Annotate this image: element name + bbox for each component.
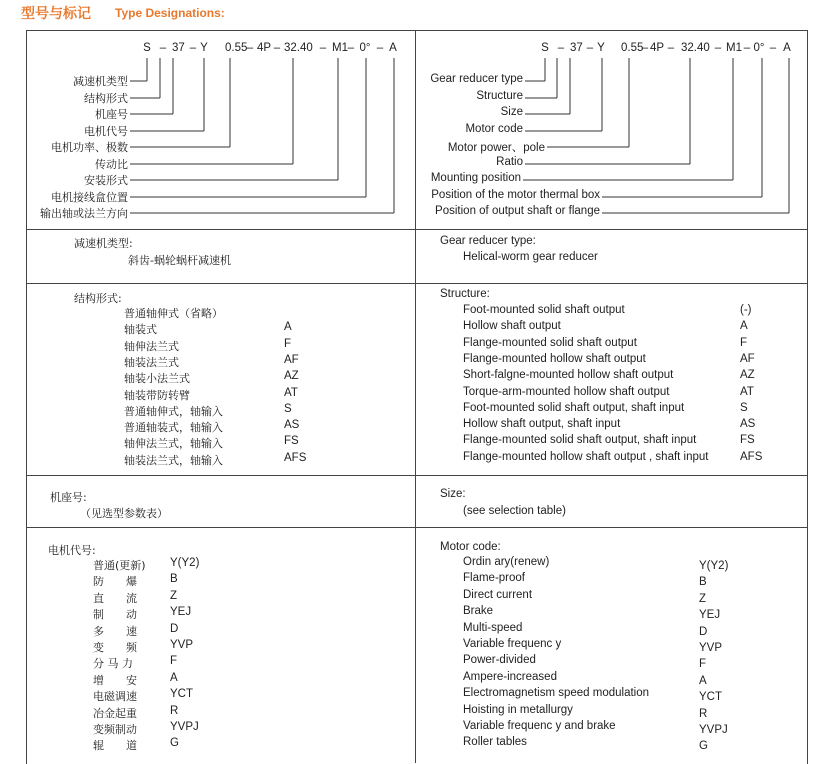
left-code-part: 0.55 [225,42,248,54]
motor-code-item-en: Electromagnetism speed modulation [463,687,650,700]
right-code-separator: – [641,42,649,54]
left-label: 安装形式 [84,174,128,187]
left-code-separator: – [319,42,327,54]
structure-code-en: FS [740,434,755,447]
motor-code-value-cn: Y(Y2) [170,557,200,569]
right-label: Motor power、pole [447,142,545,154]
structure-code-cn: AF [284,353,299,366]
motor-code-value-cn: D [170,622,179,635]
motor-code-item-cn: 增 安 [93,673,137,687]
right-label: Ratio [496,156,523,168]
motor-code-item-cn: 普通(更新) [93,559,146,572]
structure-item-cn: 轴装法兰式，轴输入 [124,453,223,467]
motor-code-value-cn: YEJ [170,606,192,619]
right-code-part: 32.40 [681,42,710,54]
motor-code-value-en: D [699,625,708,638]
motor-code-item-cn: 辊 道 [93,739,137,753]
motor-code-item-cn: 直 流 [93,591,137,605]
size-heading-en: Size: [440,488,466,500]
left-label: 输出轴或法兰方向 [40,207,128,220]
motor-code-item-en: Variable frequenc y and brake [463,720,616,732]
right-label: Size [500,106,523,118]
motor-code-value-en: R [699,707,708,720]
structure-code-cn: FS [284,435,299,448]
right-code-part: S [541,42,549,54]
right-code-part: 0.55 [621,42,644,54]
right-code-separator: – [769,42,777,54]
motor-code-value-en: Y(Y2) [699,560,729,572]
left-label: 电机功率、极数 [51,141,128,154]
structure-item-cn: 轴装法兰式 [124,355,179,369]
motor-code-item-en: Brake [463,605,494,618]
right-code-part: 37 [570,42,583,54]
page-title-cn: 型号与标记 [21,6,91,22]
left-code-part: Y [200,42,208,54]
structure-item-en: Torque-arm-mounted hollow shaft output [463,385,670,398]
structure-item-cn: 普通轴伸式（省略） [124,307,223,320]
structure-code-en: AZ [740,369,755,382]
structure-item-cn: 普通轴装式，轴输入 [124,421,223,435]
left-code-separator: – [246,42,254,54]
right-label: Mounting position [430,172,521,184]
motor-code-value-en: YEJ [699,609,721,622]
right-label: Gear reducer type [430,73,523,85]
motor-code-item-en: Hoisting in metallurgy [463,703,573,716]
motor-code-value-cn: F [170,655,178,668]
motor-code-value-en: B [699,576,707,589]
left-code-part: A [389,42,397,54]
motor-code-item-cn: 多 速 [93,624,137,638]
motor-code-item-en: Multi-speed [463,621,523,634]
reducer-type-value-en: Helical-worm gear reducer [463,251,598,263]
left-code-separator: – [189,42,197,54]
structure-code-en: AS [740,418,756,431]
structure-code-en: (-) [740,304,752,316]
page-title-en: Type Designations: [115,6,225,20]
structure-item-cn: 轴伸法兰式，轴输入 [124,437,223,451]
structure-item-en: Foot-mounted solid shaft output [463,304,625,316]
structure-item-en: Flange-mounted solid shaft output, shaft input [463,434,697,447]
size-heading-cn: 机座号: [50,491,87,504]
structure-code-cn: S [284,402,292,415]
right-code-part: 0° [753,42,765,54]
right-code-part: A [783,42,791,54]
size-value-en: (see selection table) [463,505,566,517]
structure-item-en: Foot-mounted solid shaft output, shaft input [463,401,685,414]
left-label: 减速机类型 [73,75,128,88]
structure-item-en: Hollow shaft output, shaft input [463,418,621,431]
reducer-type-value-cn: 斜齿-蜗轮蜗杆减速机 [128,254,231,267]
motor-code-value-cn: YVP [170,639,194,651]
motor-code-value-en: YCT [699,691,722,704]
right-label: Structure [476,90,523,102]
structure-item-cn: 普通轴伸式，轴输入 [124,404,223,418]
motor-code-item-cn: 变频制动 [93,723,137,736]
left-code-part: 0° [359,42,371,54]
motor-code-heading-en: Motor code: [440,541,501,553]
motor-code-item-en: Power-divided [463,654,536,667]
motor-code-value-cn: B [170,573,178,586]
structure-code-cn: AS [284,419,300,432]
structure-code-cn: AT [284,386,298,399]
motor-code-value-en: A [699,674,707,687]
motor-code-item-cn: 制 动 [93,608,137,622]
reducer-type-heading-cn: 减速机类型: [74,237,133,250]
motor-code-value-en: F [699,658,707,671]
right-label: Position of the motor thermal box [431,189,600,201]
motor-code-value-en: Z [699,592,707,605]
motor-code-item-en: Ordin ary(renew) [463,556,550,568]
motor-code-item-cn: 电磁调速 [93,690,137,704]
structure-item-cn: 轴装小法兰式 [124,372,190,386]
right-code-part: M1 [726,42,742,54]
structure-item-cn: 轴伸法兰式 [124,339,179,353]
structure-code-en: A [740,320,748,333]
structure-item-en: Short-falgne-mounted hollow shaft output [463,369,674,382]
structure-code-en: AFS [740,450,763,463]
structure-code-cn: AFS [284,451,307,464]
right-code-separator: – [714,42,722,54]
left-code-separator: – [159,42,167,54]
structure-code-en: AT [740,385,754,398]
motor-code-item-cn: 冶金起重 [93,706,137,720]
structure-item-en: Flange-mounted solid shaft output [463,336,637,349]
structure-item-cn: 轴装式 [124,323,157,337]
left-code-part: 4P [257,42,272,54]
size-value-cn: （见选型参数表） [80,507,168,520]
left-label: 结构形式 [84,92,128,105]
right-code-part: 4P [650,42,665,54]
left-code-part: M1 [332,42,348,54]
motor-code-value-cn: A [170,671,178,684]
right-code-separator: – [743,42,751,54]
structure-heading-en: Structure: [440,288,490,300]
motor-code-heading-cn: 电机代号: [48,544,96,557]
motor-code-item-en: Ampere-increased [463,670,557,683]
structure-code-cn: F [284,337,292,350]
structure-code-cn: AZ [284,370,299,383]
left-label: 传动比 [95,158,128,171]
motor-code-item-cn: 防 爆 [93,575,137,589]
right-label: Position of output shaft or flange [435,205,600,217]
left-code-separator: – [347,42,355,54]
motor-code-item-cn: 变 频 [93,641,137,654]
motor-code-value-cn: YCT [170,688,193,701]
structure-code-en: S [740,401,748,414]
structure-item-en: Flange-mounted hollow shaft output [463,352,646,365]
left-code-part: 32.40 [284,42,313,54]
motor-code-value-cn: G [170,737,179,750]
right-code-separator: – [557,42,565,54]
right-code-part: Y [597,42,605,54]
left-label: 电机代号 [84,125,128,138]
structure-code-en: F [740,336,748,349]
structure-code-en: AF [740,352,755,365]
structure-item-cn: 轴装带防转臂 [124,388,190,402]
structure-code-cn: A [284,321,292,334]
right-code-separator: – [667,42,675,54]
motor-code-value-cn: R [170,704,179,717]
reducer-type-heading-en: Gear reducer type: [440,235,536,247]
left-label: 机座号 [95,108,128,121]
right-label: Motor code [465,123,523,135]
motor-code-item-cn: 分 马 力 [93,657,133,671]
motor-code-item-en: Flame-proof [463,572,525,585]
left-code-part: 37 [172,42,185,54]
motor-code-value-en: G [699,740,708,753]
left-label: 电机接线盒位置 [51,191,128,204]
motor-code-item-en: Variable frequenc y [463,638,562,650]
left-code-part: S [143,42,151,54]
motor-code-item-en: Direct current [463,588,533,601]
motor-code-value-cn: Z [170,589,178,602]
right-code-separator: – [586,42,594,54]
structure-item-en: Flange-mounted hollow shaft output , shaft input [463,450,709,463]
left-code-separator: – [376,42,384,54]
motor-code-value-en: YVPJ [699,724,728,736]
motor-code-item-en: Roller tables [463,736,527,749]
structure-item-en: Hollow shaft output [463,320,561,333]
structure-heading-cn: 结构形式: [74,292,122,305]
left-code-separator: – [273,42,281,54]
motor-code-value-cn: YVPJ [170,721,199,733]
motor-code-value-en: YVP [699,642,723,654]
